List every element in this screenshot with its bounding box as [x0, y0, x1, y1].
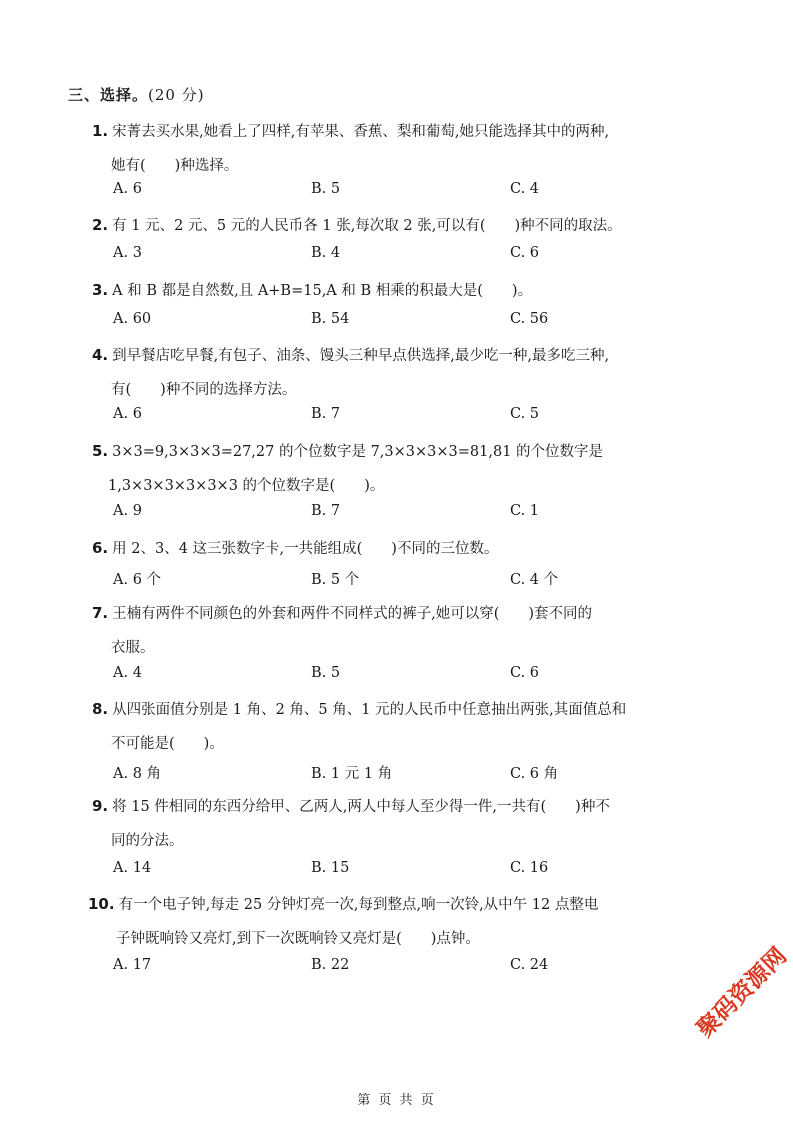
options-10 — [113, 957, 673, 985]
option-b: B. 4 — [311, 245, 341, 261]
option-b: B. 22 — [311, 957, 350, 973]
question-text: 宋菁去买水果,她看上了四样,有苹果、香蕉、梨和葡萄,她只能选择其中的两种, — [112, 124, 610, 140]
question-text: 将 15 件相同的东西分给甲、乙两人,两人中每人至少得一件,一共有( )种不 — [112, 799, 610, 815]
question-text-cont: 她有( )种选择。 — [111, 158, 239, 174]
question-text-cont: 1,3×3×3×3×3×3 的个位数字是( )。 — [108, 478, 385, 494]
question-3 — [92, 273, 702, 308]
question-text: 3×3=9,3×3×3=27,27 的个位数字是 7,3×3×3×3=81,81 的个位数字是 — [112, 444, 604, 460]
question-number: 10. — [88, 895, 115, 913]
page-footer: 第 页 共 页 — [357, 1093, 436, 1108]
question-text: 到早餐店吃早餐,有包子、油条、馒头三种早点供选择,最少吃一种,最多吃三种, — [112, 348, 610, 364]
watermark-logo: 聚码资源网 — [692, 942, 792, 1043]
option-a: A. 6 — [113, 181, 142, 197]
option-b: B. 5 个 — [311, 572, 360, 588]
question-number: 9. — [92, 797, 109, 815]
options-8 — [113, 762, 673, 790]
option-a: A. 14 — [113, 860, 152, 876]
option-b: B. 7 — [311, 406, 341, 422]
options-5 — [113, 503, 673, 531]
question-5 — [92, 434, 702, 503]
option-b: B. 1 元 1 角 — [311, 766, 393, 782]
question-text: 有 1 元、2 元、5 元的人民币各 1 张,每次取 2 张,可以有( )种不同的取法。 — [112, 218, 622, 234]
option-c: C. 5 — [510, 406, 540, 422]
question-number: 4. — [92, 346, 109, 364]
option-b: B. 5 — [311, 181, 341, 197]
question-text: 王楠有两件不同颜色的外套和两件不同样式的裤子,她可以穿( )套不同的 — [112, 606, 593, 622]
question-number: 5. — [92, 442, 109, 460]
question-number: 6. — [92, 539, 109, 557]
options-1 — [113, 181, 673, 209]
option-a: A. 17 — [113, 957, 152, 973]
question-text: 有一个电子钟,每走 25 分钟灯亮一次,每到整点,响一次铃,从中午 12 点整电 — [118, 897, 599, 913]
options-7 — [113, 665, 673, 693]
question-7 — [92, 596, 702, 665]
option-b: B. 7 — [311, 503, 341, 519]
question-number: 1. — [92, 122, 109, 140]
option-a: A. 9 — [113, 503, 142, 519]
question-2 — [92, 208, 702, 243]
option-a: A. 4 — [113, 665, 142, 681]
question-number: 3. — [92, 281, 109, 299]
question-text-cont: 有( )种不同的选择方法。 — [111, 382, 297, 398]
section-score: (20 分) — [148, 86, 205, 104]
option-a: A. 6 个 — [113, 572, 162, 588]
options-9 — [113, 860, 673, 888]
option-c: C. 6 — [510, 245, 540, 261]
options-2 — [113, 245, 673, 273]
question-text-cont: 衣服。 — [111, 640, 155, 656]
option-c: C. 6 — [510, 665, 540, 681]
question-number: 8. — [92, 700, 109, 718]
option-b: B. 5 — [311, 665, 341, 681]
options-4 — [113, 406, 673, 434]
section-title — [68, 84, 205, 105]
question-number: 2. — [92, 216, 109, 234]
question-6 — [92, 531, 702, 566]
question-10 — [88, 887, 698, 956]
option-c: C. 6 角 — [510, 766, 559, 782]
question-1 — [92, 114, 702, 183]
option-c: C. 24 — [510, 957, 549, 973]
question-9 — [92, 789, 702, 858]
option-a: A. 8 角 — [113, 766, 162, 782]
option-c: C. 4 个 — [510, 572, 559, 588]
question-text: A 和 B 都是自然数,且 A+B=15,A 和 B 相乘的积最大是( )。 — [112, 283, 533, 299]
question-text-cont: 子钟既响铃又亮灯,到下一次既响铃又亮灯是( )点钟。 — [116, 931, 480, 947]
options-3 — [113, 311, 673, 339]
section-title-text: 三、选择。 — [68, 86, 149, 104]
option-a: A. 3 — [113, 245, 142, 261]
option-b: B. 54 — [311, 311, 350, 327]
option-b: B. 15 — [311, 860, 350, 876]
question-4 — [92, 338, 702, 407]
option-c: C. 56 — [510, 311, 549, 327]
option-a: A. 6 — [113, 406, 142, 422]
options-6 — [113, 568, 673, 596]
option-c: C. 16 — [510, 860, 549, 876]
option-c: C. 4 — [510, 181, 540, 197]
question-8 — [92, 692, 702, 761]
question-text-cont: 同的分法。 — [111, 833, 184, 849]
question-text-cont: 不可能是( )。 — [111, 736, 224, 752]
question-text: 用 2、3、4 这三张数字卡,一共能组成( )不同的三位数。 — [112, 541, 499, 557]
option-c: C. 1 — [510, 503, 540, 519]
option-a: A. 60 — [113, 311, 152, 327]
question-number: 7. — [92, 604, 109, 622]
question-text: 从四张面值分别是 1 角、2 角、5 角、1 元的人民币中任意抽出两张,其面值总和 — [112, 702, 627, 718]
